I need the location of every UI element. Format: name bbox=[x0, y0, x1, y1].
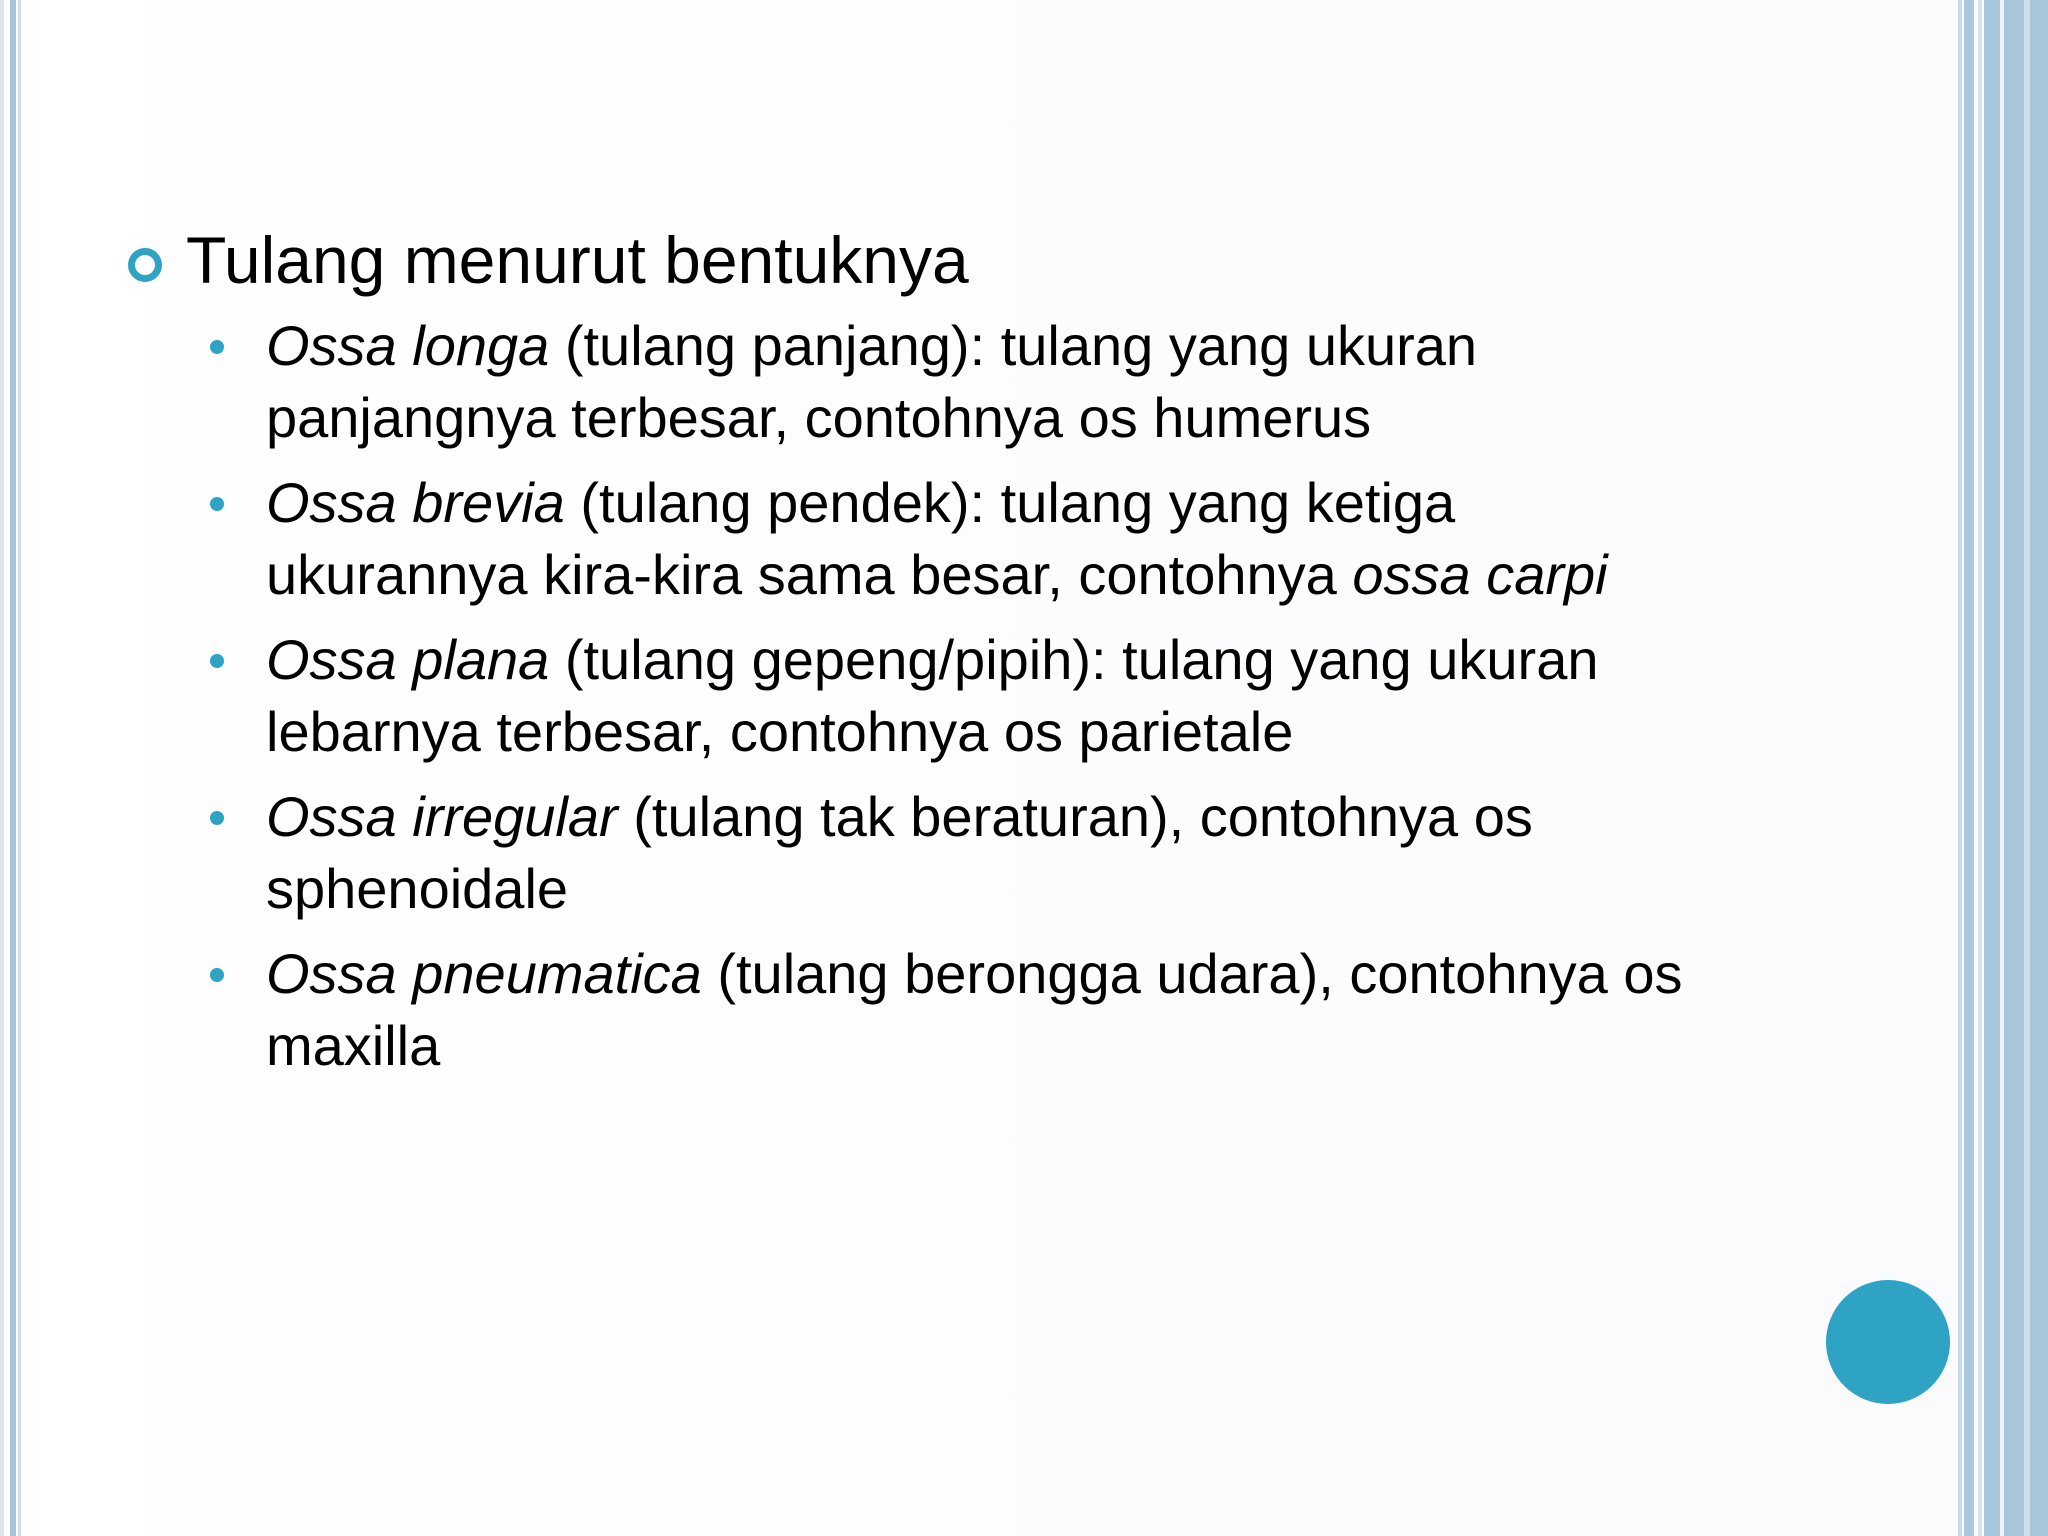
item-term: Ossa irregular bbox=[266, 785, 618, 848]
dot-bullet-icon bbox=[210, 340, 224, 354]
bone-types-list bbox=[266, 310, 1726, 1095]
slide-heading: Tulang menurut bentuknya bbox=[186, 223, 969, 297]
left-frame-stripe bbox=[10, 0, 16, 1536]
right-frame-stripe bbox=[2030, 0, 2048, 1536]
item-text: (tulang gepeng/pipih): tulang yang ukuran lebarnya terbesar, contohnya os parietale bbox=[266, 628, 1599, 763]
list-item bbox=[266, 624, 1726, 768]
item-term: Ossa plana bbox=[266, 628, 550, 691]
right-frame-stripe bbox=[2004, 0, 2024, 1536]
item-text: (tulang berongga udara), contohnya os maxilla bbox=[266, 942, 1683, 1077]
list-item bbox=[266, 781, 1726, 925]
list-item bbox=[266, 467, 1726, 611]
list-item bbox=[266, 310, 1726, 454]
left-frame-stripe bbox=[18, 0, 21, 1536]
item-text: (tulang pendek): tulang yang ketiga ukurannya kira-kira sama besar, contohnya bbox=[266, 471, 1456, 606]
item-term: Ossa brevia bbox=[266, 471, 565, 534]
dot-bullet-icon bbox=[210, 811, 224, 825]
item-term: Ossa pneumatica bbox=[266, 942, 702, 1005]
right-frame-stripe bbox=[1984, 0, 2000, 1536]
left-frame-stripe bbox=[0, 0, 4, 1536]
right-frame-stripe bbox=[1958, 0, 1962, 1536]
ring-bullet-icon bbox=[128, 248, 162, 282]
dot-bullet-icon bbox=[210, 968, 224, 982]
item-italic-tail: ossa carpi bbox=[1352, 543, 1608, 606]
list-item bbox=[266, 938, 1726, 1082]
dot-bullet-icon bbox=[210, 497, 224, 511]
item-text: (tulang tak beraturan), contohnya os sphenoidale bbox=[266, 785, 1533, 920]
item-term: Ossa longa bbox=[266, 314, 550, 377]
dot-bullet-icon bbox=[210, 654, 224, 668]
right-frame-stripe bbox=[1964, 0, 1974, 1536]
decorative-circle bbox=[1826, 1280, 1950, 1404]
right-frame-stripe bbox=[1978, 0, 1982, 1536]
item-text: (tulang panjang): tulang yang ukuran panjangnya terbesar, contohnya os humerus bbox=[266, 314, 1478, 449]
